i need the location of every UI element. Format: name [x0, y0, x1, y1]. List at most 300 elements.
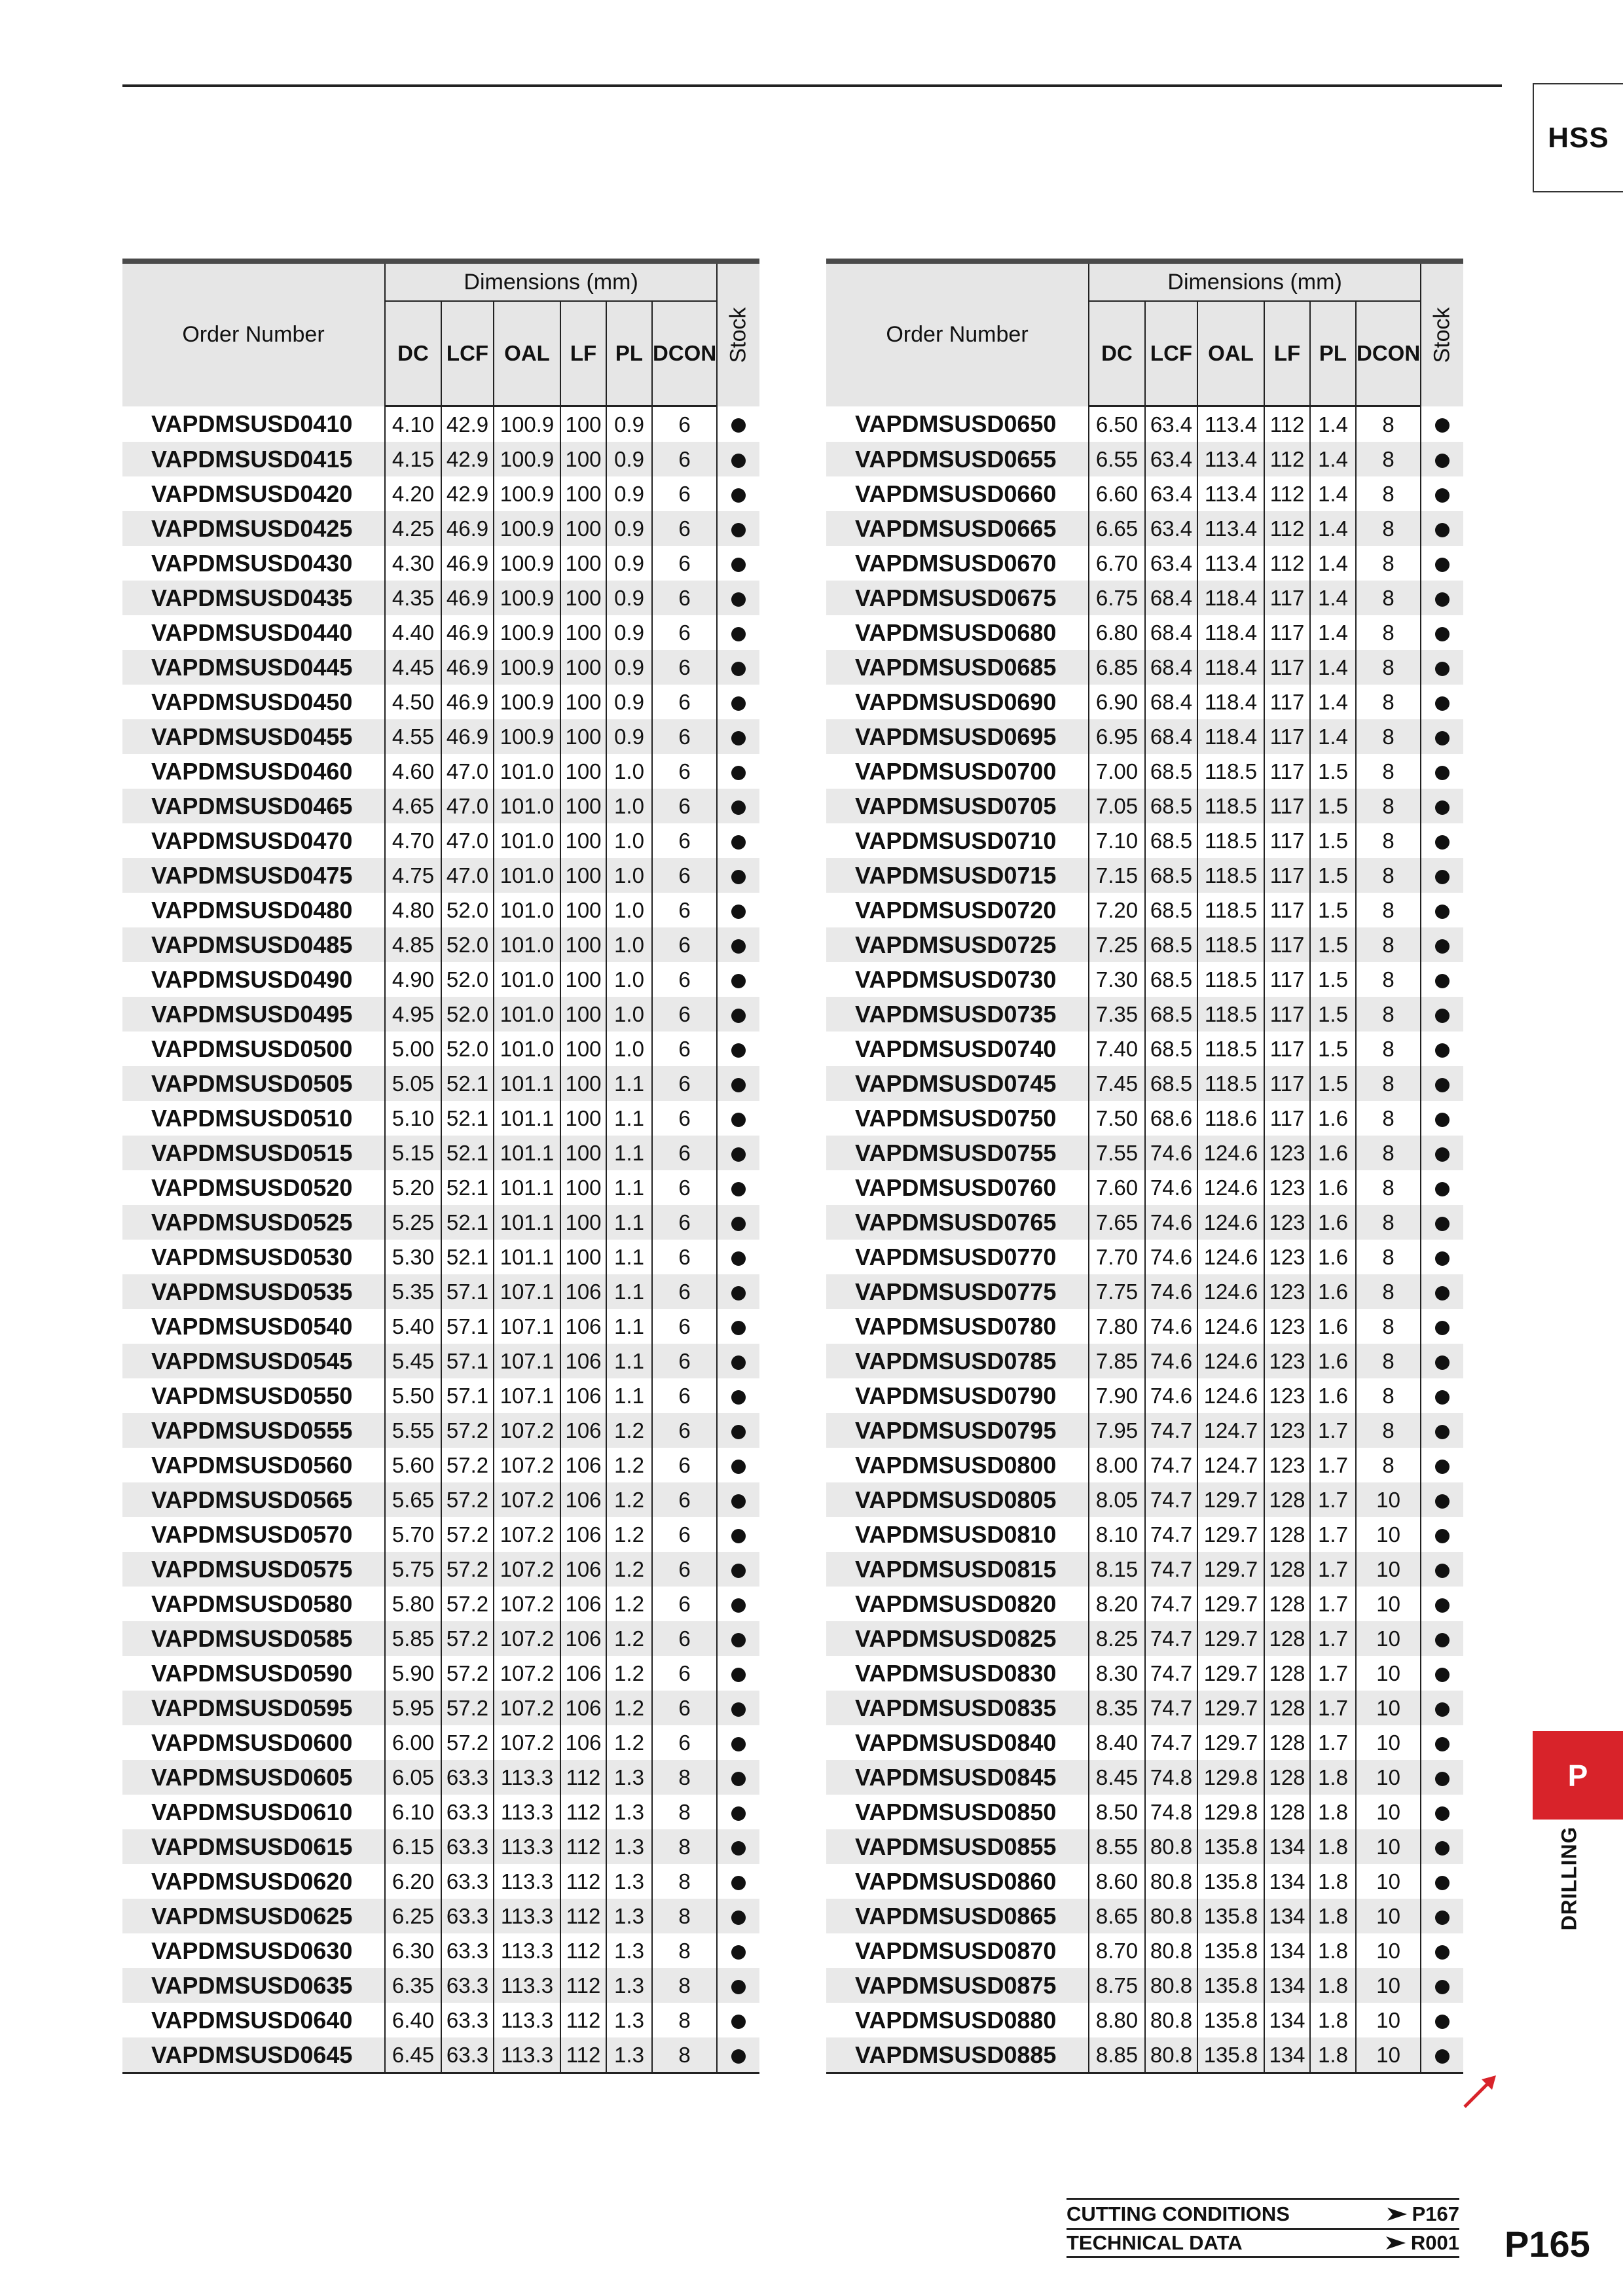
- lf-cell: 112: [560, 1899, 606, 1933]
- stock-dot-icon: [731, 1078, 746, 1092]
- lcf-cell: 57.2: [441, 1448, 494, 1482]
- lf-cell: 117: [1264, 927, 1310, 962]
- stock-dot-icon: [731, 627, 746, 641]
- table-row: [122, 1656, 759, 1691]
- dc-cell: 6.70: [1095, 550, 1139, 575]
- lf-cell: 106: [560, 1448, 606, 1482]
- dc-cell: 4.45: [385, 650, 441, 685]
- stock-dot-icon: [1435, 418, 1450, 433]
- dc-cell: 6.50: [1095, 412, 1139, 437]
- stock-dot-icon: [731, 1633, 746, 1647]
- lcf-cell: 57.1: [441, 1274, 494, 1309]
- lcf-cell: 57.2: [441, 1656, 494, 1691]
- stock-dot-icon: [1435, 592, 1450, 607]
- pl-cell: 1.6: [1310, 1240, 1356, 1274]
- order-number-cell: VAPDMSUSD0705: [826, 789, 1089, 823]
- pl-cell: 1.3: [606, 1829, 652, 1864]
- order-number-cell: VAPDMSUSD0585: [122, 1621, 385, 1656]
- dcon-cell: 6: [652, 858, 717, 893]
- stock-cell: [1421, 1344, 1463, 1378]
- order-number-cell: VAPDMSUSD0780: [826, 1309, 1089, 1344]
- oal-cell: 118.5: [1197, 823, 1264, 858]
- order-number-cell: VAPDMSUSD0560: [122, 1448, 385, 1482]
- dc-cell: 8.35: [1089, 1691, 1145, 1725]
- stock-cell: [717, 1448, 759, 1482]
- oal-cell: 113.4: [1197, 442, 1264, 476]
- lf-cell: 100: [560, 1205, 606, 1240]
- dcon-cell: 6: [652, 1066, 717, 1101]
- dcon-cell: 10: [1356, 1864, 1421, 1899]
- lf-cell: 112: [560, 1760, 606, 1795]
- table-row: [826, 789, 1463, 823]
- dcon-cell: 8: [1356, 650, 1421, 685]
- lf-cell: 100: [560, 927, 606, 962]
- lf-cell: 100: [560, 1066, 606, 1101]
- order-number-cell: VAPDMSUSD0860: [826, 1864, 1089, 1899]
- order-number-cell: VAPDMSUSD0745: [826, 1066, 1089, 1101]
- table-row: [826, 893, 1463, 927]
- oal-cell: 124.6: [1197, 1170, 1264, 1205]
- stock-dot-icon: [731, 974, 746, 988]
- oal-cell: 129.7: [1197, 1621, 1264, 1656]
- lf-cell: 100: [560, 962, 606, 997]
- stock-dot-icon: [1435, 870, 1450, 884]
- dc-cell: 7.15: [1089, 858, 1145, 893]
- dc-cell: 7.55: [1089, 1136, 1145, 1170]
- lf-cell: 100: [560, 476, 606, 511]
- stock-cell: [717, 1795, 759, 1829]
- dc-cell: 8.20: [1095, 1591, 1139, 1616]
- dc-cell: 5.20: [392, 1175, 435, 1200]
- order-number-cell: VAPDMSUSD0690: [826, 685, 1089, 719]
- oal-cell: 135.8: [1197, 1864, 1264, 1899]
- dc-cell: 4.50: [392, 689, 435, 714]
- dcon-cell: 6: [652, 1725, 717, 1760]
- order-number-cell: VAPDMSUSD0500: [122, 1031, 385, 1066]
- lf-cell: 117: [1264, 581, 1310, 615]
- stock-dot-icon: [731, 1355, 746, 1370]
- lcf-cell: 57.2: [441, 1482, 494, 1517]
- order-number-cell: VAPDMSUSD0595: [122, 1691, 385, 1725]
- table-row: [826, 1552, 1463, 1587]
- lf-cell: 106: [560, 1344, 606, 1378]
- oal-cell: 101.1: [494, 1066, 560, 1101]
- lf-cell: 123: [1264, 1309, 1310, 1344]
- lcf-cell: 68.5: [1145, 823, 1197, 858]
- pl-cell: 1.0: [606, 789, 652, 823]
- pl-cell: 1.7: [1310, 1517, 1356, 1552]
- dc-cell: 5.05: [385, 1066, 441, 1101]
- pl-cell: 1.2: [606, 1552, 652, 1587]
- oal-cell: 118.5: [1197, 789, 1264, 823]
- order-number-cell: VAPDMSUSD0655: [826, 442, 1089, 476]
- table-row: [122, 1968, 759, 2003]
- dc-cell: 7.70: [1095, 1244, 1139, 1269]
- oal-cell: 113.4: [1197, 406, 1264, 442]
- oal-cell: 101.1: [494, 1101, 560, 1136]
- dc-cell: 6.60: [1095, 481, 1139, 506]
- pl-cell: 1.2: [606, 1621, 652, 1656]
- stock-cell: [717, 962, 759, 997]
- lcf-cell: 63.3: [441, 1864, 494, 1899]
- stock-cell: [1421, 1205, 1463, 1240]
- table-row: [826, 823, 1463, 858]
- order-number-cell: VAPDMSUSD0410: [122, 406, 385, 442]
- oal-cell: 101.0: [494, 997, 560, 1031]
- table-row: [826, 615, 1463, 650]
- lcf-cell: 68.4: [1145, 719, 1197, 754]
- lcf-cell: 52.1: [441, 1066, 494, 1101]
- lcf-cell: 46.9: [441, 650, 494, 685]
- lf-cell: 112: [1264, 546, 1310, 581]
- oal-cell: 118.4: [1197, 685, 1264, 719]
- stock-dot-icon: [731, 696, 746, 711]
- stock-dot-icon: [1435, 523, 1450, 537]
- table-row: [122, 650, 759, 685]
- dc-cell: 8.55: [1089, 1829, 1145, 1864]
- pl-cell: 1.7: [1310, 1552, 1356, 1587]
- stock-cell: [717, 789, 759, 823]
- section-label-text: DRILLING: [1557, 1826, 1581, 1931]
- dc-cell: 4.30: [392, 550, 435, 575]
- oal-cell: 113.3: [494, 2037, 560, 2073]
- oal-cell: 129.8: [1197, 1760, 1264, 1795]
- table-row: [826, 1933, 1463, 1968]
- oal-cell: 129.7: [1197, 1656, 1264, 1691]
- pl-cell: 1.7: [1310, 1621, 1356, 1656]
- dc-cell: 6.65: [1089, 511, 1145, 546]
- lf-cell: 112: [1264, 476, 1310, 511]
- pl-cell: 1.4: [1310, 511, 1356, 546]
- dcon-cell: 6: [652, 615, 717, 650]
- stock-cell: [717, 997, 759, 1031]
- order-number-cell: VAPDMSUSD0735: [826, 997, 1089, 1031]
- dc-cell: 7.00: [1095, 759, 1139, 783]
- table-row: [122, 1933, 759, 1968]
- lf-cell: 112: [560, 1864, 606, 1899]
- order-number-cell: VAPDMSUSD0835: [826, 1691, 1089, 1725]
- lf-cell: 128: [1264, 1517, 1310, 1552]
- lcf-cell: 63.3: [441, 1829, 494, 1864]
- oal-cell: 113.3: [494, 1864, 560, 1899]
- stock-cell: [717, 650, 759, 685]
- lf-cell: 128: [1264, 1587, 1310, 1621]
- table-row: [122, 1899, 759, 1933]
- oal-cell: 118.5: [1197, 997, 1264, 1031]
- dc-cell: 4.95: [385, 997, 441, 1031]
- table-row: [826, 1205, 1463, 1240]
- table-row: [122, 1031, 759, 1066]
- lcf-cell: 74.6: [1145, 1344, 1197, 1378]
- stock-dot-icon: [731, 1841, 746, 1856]
- lf-cell: 134: [1264, 1968, 1310, 2003]
- pl-cell: 1.5: [1310, 997, 1356, 1031]
- table-row: [122, 1170, 759, 1205]
- pl-cell: 1.1: [606, 1274, 652, 1309]
- oal-cell: 113.3: [494, 1933, 560, 1968]
- stock-cell: [717, 1968, 759, 2003]
- dcon-cell: 8: [1356, 685, 1421, 719]
- reference-label: TECHNICAL DATA: [1067, 2231, 1243, 2254]
- table-row: [122, 1621, 759, 1656]
- pl-cell: 1.4: [1310, 476, 1356, 511]
- table-row: [826, 1309, 1463, 1344]
- table-row: [826, 1587, 1463, 1621]
- order-number-cell: VAPDMSUSD0670: [826, 546, 1089, 581]
- pl-cell: 1.7: [1310, 1448, 1356, 1482]
- stock-dot-icon: [1435, 1425, 1450, 1439]
- lf-cell: 128: [1264, 1760, 1310, 1795]
- table-row: [122, 1344, 759, 1378]
- pl-cell: 1.2: [606, 1691, 652, 1725]
- table-row: [122, 1448, 759, 1482]
- table-row: [122, 927, 759, 962]
- pl-cell: 1.4: [1310, 685, 1356, 719]
- order-number-cell: VAPDMSUSD0465: [122, 789, 385, 823]
- lcf-cell: 52.1: [441, 1170, 494, 1205]
- pl-cell: 1.3: [606, 1933, 652, 1968]
- dc-cell: 8.50: [1095, 1799, 1139, 1824]
- order-number-cell: VAPDMSUSD0565: [122, 1482, 385, 1517]
- dcon-cell: 10: [1356, 2003, 1421, 2037]
- dcon-cell: 6: [652, 789, 717, 823]
- lcf-cell: 80.8: [1145, 1864, 1197, 1899]
- stock-dot-icon: [731, 1737, 746, 1751]
- order-number-cell: VAPDMSUSD0495: [122, 997, 385, 1031]
- lcf-cell: 46.9: [441, 581, 494, 615]
- stock-cell: [1421, 1587, 1463, 1621]
- lcf-cell: 63.4: [1145, 406, 1197, 442]
- col-header-dc: DC: [385, 301, 441, 406]
- stock-dot-icon: [1435, 1286, 1450, 1300]
- stock-dot-icon: [1435, 1390, 1450, 1405]
- dcon-cell: 6: [652, 1274, 717, 1309]
- section-tab-drilling[interactable]: [1533, 1731, 1623, 1820]
- pl-cell: 1.3: [606, 1795, 652, 1829]
- pl-cell: 1.5: [1310, 1031, 1356, 1066]
- dc-cell: 8.00: [1095, 1452, 1139, 1477]
- stock-dot-icon: [1435, 1702, 1450, 1717]
- stock-dot-icon: [1435, 1772, 1450, 1786]
- stock-dot-icon: [731, 1251, 746, 1266]
- dc-cell: 5.35: [385, 1274, 441, 1309]
- stock-dot-icon: [1435, 1460, 1450, 1474]
- spec-table-left: [122, 259, 759, 2074]
- dc-cell: 7.20: [1095, 897, 1139, 922]
- pl-cell: 1.2: [606, 1725, 652, 1760]
- dcon-cell: 6: [652, 962, 717, 997]
- pl-cell: 1.3: [606, 2037, 652, 2073]
- lf-cell: 128: [1264, 1656, 1310, 1691]
- lcf-cell: 47.0: [441, 823, 494, 858]
- oal-cell: 129.8: [1197, 1795, 1264, 1829]
- oal-cell: 118.5: [1197, 962, 1264, 997]
- stock-dot-icon: [1435, 1321, 1450, 1335]
- reference-technical-data[interactable]: [1067, 2228, 1459, 2258]
- lcf-cell: 57.2: [441, 1621, 494, 1656]
- pl-cell: 1.4: [1310, 546, 1356, 581]
- lcf-cell: 52.0: [441, 962, 494, 997]
- col-header-lcf: LCF: [441, 301, 494, 406]
- lf-cell: 100: [560, 1101, 606, 1136]
- lf-cell: 134: [1264, 1864, 1310, 1899]
- stock-dot-icon: [1435, 939, 1450, 954]
- dcon-cell: 8: [652, 2003, 717, 2037]
- pl-cell: 1.4: [1310, 442, 1356, 476]
- stock-cell: [717, 754, 759, 789]
- oal-cell: 107.2: [494, 1587, 560, 1621]
- table-row: [826, 997, 1463, 1031]
- oal-cell: 118.5: [1197, 1066, 1264, 1101]
- lcf-cell: 80.8: [1145, 1968, 1197, 2003]
- stock-dot-icon: [1435, 1494, 1450, 1509]
- stock-dot-icon: [731, 1217, 746, 1231]
- stock-dot-icon: [1435, 1043, 1450, 1058]
- lf-cell: 112: [560, 2037, 606, 2073]
- lf-cell: 123: [1264, 1136, 1310, 1170]
- dc-cell: 6.45: [385, 2037, 441, 2073]
- pl-cell: 1.0: [606, 962, 652, 997]
- pl-cell: 1.6: [1310, 1170, 1356, 1205]
- stock-cell: [1421, 1378, 1463, 1413]
- lcf-cell: 57.2: [441, 1691, 494, 1725]
- pl-cell: 1.8: [1310, 1968, 1356, 2003]
- stock-cell: [1421, 1240, 1463, 1274]
- dc-cell: 7.35: [1089, 997, 1145, 1031]
- table-row: [122, 1378, 759, 1413]
- oal-cell: 113.4: [1197, 546, 1264, 581]
- stock-dot-icon: [731, 2015, 746, 2029]
- lf-cell: 134: [1264, 1829, 1310, 1864]
- dc-cell: 6.05: [385, 1760, 441, 1795]
- dcon-cell: 8: [1356, 1413, 1421, 1448]
- lcf-cell: 74.7: [1145, 1517, 1197, 1552]
- pl-cell: 1.1: [606, 1066, 652, 1101]
- dcon-cell: 10: [1356, 1899, 1421, 1933]
- stock-dot-icon: [731, 1668, 746, 1682]
- lf-cell: 100: [560, 685, 606, 719]
- table-row: [826, 962, 1463, 997]
- pl-cell: 1.8: [1310, 1760, 1356, 1795]
- stock-dot-icon: [1435, 1737, 1450, 1751]
- stock-dot-icon: [731, 1286, 746, 1300]
- lcf-cell: 74.8: [1145, 1795, 1197, 1829]
- dcon-cell: 10: [1356, 1517, 1421, 1552]
- lcf-cell: 46.9: [441, 546, 494, 581]
- stock-cell: [1421, 719, 1463, 754]
- dcon-cell: 6: [652, 442, 717, 476]
- dc-cell: 7.50: [1095, 1105, 1139, 1130]
- dc-cell: 7.95: [1089, 1413, 1145, 1448]
- stock-dot-icon: [1435, 1251, 1450, 1266]
- stock-dot-icon: [731, 1564, 746, 1578]
- stock-cell: [717, 1621, 759, 1656]
- stock-cell: [1421, 1795, 1463, 1829]
- table-row: [122, 858, 759, 893]
- oal-cell: 101.1: [494, 1205, 560, 1240]
- dcon-cell: 8: [1356, 1170, 1421, 1205]
- table-row: [122, 442, 759, 476]
- table-row: [826, 581, 1463, 615]
- col-header-dcon: DCON: [1356, 301, 1421, 406]
- stock-dot-icon: [1435, 800, 1450, 815]
- dcon-cell: 8: [1356, 442, 1421, 476]
- order-number-cell: VAPDMSUSD0635: [122, 1968, 385, 2003]
- stock-cell: [1421, 1031, 1463, 1066]
- dc-cell: 6.35: [385, 1968, 441, 2003]
- dcon-cell: 6: [652, 650, 717, 685]
- hss-tab-label: HSS: [1548, 121, 1609, 154]
- order-number-cell: VAPDMSUSD0815: [826, 1552, 1089, 1587]
- lcf-cell: 52.0: [441, 893, 494, 927]
- stock-cell: [717, 615, 759, 650]
- dc-cell: 5.50: [392, 1383, 435, 1408]
- pl-cell: 0.9: [606, 650, 652, 685]
- pl-cell: 0.9: [606, 685, 652, 719]
- dcon-cell: 8: [1356, 1309, 1421, 1344]
- lf-cell: 106: [560, 1274, 606, 1309]
- pl-cell: 1.2: [606, 1413, 652, 1448]
- stock-cell: [717, 1760, 759, 1795]
- lcf-cell: 63.3: [441, 2003, 494, 2037]
- oal-cell: 135.8: [1197, 1829, 1264, 1864]
- dc-cell: 6.25: [385, 1899, 441, 1933]
- stock-dot-icon: [1435, 766, 1450, 780]
- dcon-cell: 8: [1356, 1205, 1421, 1240]
- order-number-cell: VAPDMSUSD0445: [122, 650, 385, 685]
- page-references: [1067, 2198, 1459, 2258]
- stock-dot-icon: [1435, 454, 1450, 468]
- oal-cell: 113.3: [494, 1899, 560, 1933]
- order-number-cell: VAPDMSUSD0645: [122, 2037, 385, 2073]
- oal-cell: 118.4: [1197, 581, 1264, 615]
- table-row: [122, 546, 759, 581]
- pl-cell: 1.5: [1310, 927, 1356, 962]
- dcon-cell: 8: [1356, 1378, 1421, 1413]
- dcon-cell: 6: [652, 893, 717, 927]
- oal-cell: 118.5: [1197, 893, 1264, 927]
- stock-cell: [717, 823, 759, 858]
- order-number-cell: VAPDMSUSD0485: [122, 927, 385, 962]
- order-number-cell: VAPDMSUSD0660: [826, 476, 1089, 511]
- order-number-cell: VAPDMSUSD0430: [122, 546, 385, 581]
- dcon-cell: 8: [1356, 546, 1421, 581]
- oal-cell: 135.8: [1197, 1968, 1264, 2003]
- lf-cell: 117: [1264, 719, 1310, 754]
- lcf-cell: 57.1: [441, 1344, 494, 1378]
- reference-cutting-conditions[interactable]: [1067, 2198, 1459, 2228]
- dc-cell: 5.10: [392, 1105, 435, 1130]
- stock-cell: [1421, 927, 1463, 962]
- stock-dot-icon: [1435, 974, 1450, 988]
- lcf-cell: 63.3: [441, 1968, 494, 2003]
- stock-cell: [717, 1378, 759, 1413]
- pl-cell: 1.6: [1310, 1101, 1356, 1136]
- table-row: [122, 1691, 759, 1725]
- section-label: [1540, 1826, 1599, 1931]
- dc-cell: 5.30: [392, 1244, 435, 1269]
- oal-cell: 101.1: [494, 1170, 560, 1205]
- table-row: [826, 927, 1463, 962]
- stock-dot-icon: [1435, 1182, 1450, 1196]
- stock-dot-icon: [1435, 1876, 1450, 1890]
- col-header-lf: LF: [1264, 301, 1310, 406]
- stock-dot-icon: [1435, 662, 1450, 676]
- lcf-cell: 68.5: [1145, 962, 1197, 997]
- lcf-cell: 80.8: [1145, 2003, 1197, 2037]
- dcon-cell: 10: [1356, 1587, 1421, 1621]
- lcf-cell: 80.8: [1145, 1899, 1197, 1933]
